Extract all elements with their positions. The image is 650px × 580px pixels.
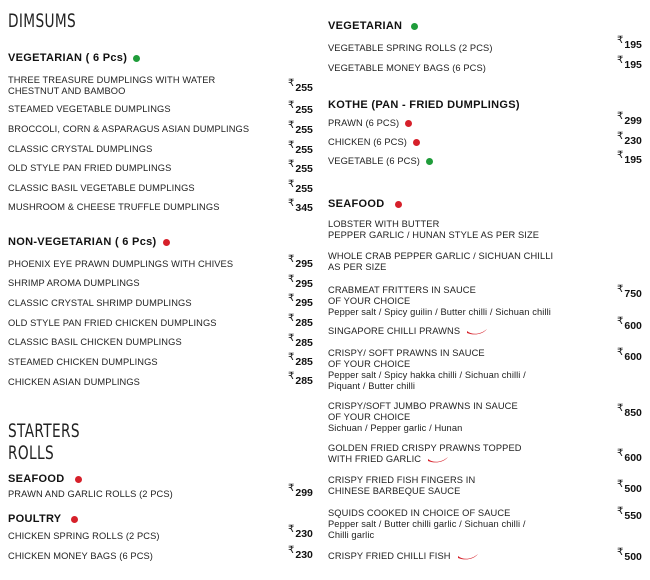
section-heading-poultry: POULTRY <box>8 513 78 525</box>
menu-item: VEGETABLE MONEY BAGS (6 PCS) <box>328 63 486 73</box>
menu-price: ₹285 <box>288 333 313 349</box>
nonveg-dot-icon <box>163 239 170 246</box>
veg-dot-icon <box>426 158 433 165</box>
menu-item: PHOENIX EYE PRAWN DUMPLINGS WITH CHIVES <box>8 259 234 269</box>
dimsums-title: DIMSUMS <box>8 10 77 32</box>
starters-title: STARTERS <box>8 420 80 442</box>
menu-item: CLASSIC CRYSTAL DUMPLINGS <box>8 144 153 154</box>
menu-price: ₹255 <box>288 78 313 94</box>
menu-item: CHICKEN ASIAN DUMPLINGS <box>8 377 140 387</box>
menu-item: CRISPY/SOFT JUMBO PRAWNS IN SAUCE OF YOUR CHOICE Sichuan / Pepper garlic / Hunan <box>328 401 518 433</box>
menu-item: CLASSIC BASIL CHICKEN DUMPLINGS <box>8 337 182 347</box>
menu-item: VEGETABLE SPRING ROLLS (2 PCS) <box>328 43 493 53</box>
menu-price: ₹230 <box>288 524 313 540</box>
rolls-title: ROLLS <box>8 442 55 464</box>
menu-price: ₹550 <box>617 506 642 522</box>
chilli-icon <box>427 456 449 464</box>
menu-item: CHICKEN (6 PCS) <box>328 137 420 148</box>
nonveg-dot-icon <box>405 120 412 127</box>
menu-price: ₹255 <box>288 159 313 175</box>
section-heading-nonveg: NON-VEGETARIAN ( 6 Pcs) <box>8 236 170 248</box>
menu-item: CRISPY/ SOFT PRAWNS IN SAUCE OF YOUR CHOICE Pepper salt / Spicy hakka chilli / Sichuan chilli / Piquant / Butter chilli <box>328 348 526 391</box>
menu-item: CRISPY FRIED CHILLI FISH <box>328 551 479 562</box>
menu-item: PRAWN AND GARLIC ROLLS (2 PCS) <box>8 489 173 499</box>
menu-price: ₹195 <box>617 35 642 51</box>
menu-price: ₹345 <box>288 198 313 214</box>
section-heading-vegetarian: VEGETARIAN ( 6 Pcs) <box>8 52 140 64</box>
veg-dot-icon <box>133 55 140 62</box>
menu-price: ₹195 <box>617 150 642 166</box>
menu-item: OLD STYLE PAN FRIED DUMPLINGS <box>8 163 172 173</box>
nonveg-dot-icon <box>413 139 420 146</box>
menu-item: THREE TREASURE DUMPLINGS WITH WATER CHESTNUT AND BAMBOO <box>8 75 216 96</box>
menu-item: WHOLE CRAB PEPPER GARLIC / SICHUAN CHILLI AS PER SIZE <box>328 251 554 272</box>
menu-price: ₹500 <box>617 479 642 495</box>
menu-price: ₹285 <box>288 313 313 329</box>
menu-item: CRISPY FRIED FISH FINGERS IN CHINESE BARBEQUE SAUCE <box>328 475 476 496</box>
menu-item: CRABMEAT FRITTERS IN SAUCE OF YOUR CHOICE Pepper salt / Spicy guilin / Butter chilli / Sichuan chilli <box>328 285 551 317</box>
menu-price: ₹230 <box>617 131 642 147</box>
nonveg-dot-icon <box>395 201 402 208</box>
menu-item: OLD STYLE PAN FRIED CHICKEN DUMPLINGS <box>8 318 217 328</box>
menu-price: ₹295 <box>288 254 313 270</box>
menu-price: ₹255 <box>288 120 313 136</box>
menu-price: ₹255 <box>288 140 313 156</box>
menu-item: VEGETABLE (6 PCS) <box>328 156 433 167</box>
menu-item: GOLDEN FRIED CRISPY PRAWNS TOPPED WITH FRIED GARLIC <box>328 443 522 464</box>
menu-price: ₹255 <box>288 179 313 195</box>
menu-item: STEAMED CHICKEN DUMPLINGS <box>8 357 158 367</box>
menu-price: ₹295 <box>288 274 313 290</box>
nonveg-dot-icon <box>75 476 82 483</box>
section-heading-kothe: KOTHE (PAN - FRIED DUMPLINGS) <box>328 99 520 111</box>
menu-price: ₹299 <box>617 111 642 127</box>
menu-price: ₹295 <box>288 293 313 309</box>
menu-item: SINGAPORE CHILLI PRAWNS <box>328 326 488 337</box>
menu-price: ₹255 <box>288 100 313 116</box>
menu-item: MUSHROOM & CHEESE TRUFFLE DUMPLINGS <box>8 202 220 212</box>
menu-price: ₹600 <box>617 448 642 464</box>
menu-price: ₹285 <box>288 371 313 387</box>
menu-price: ₹600 <box>617 316 642 332</box>
menu-item: CLASSIC BASIL VEGETABLE DUMPLINGS <box>8 183 195 193</box>
menu-item: BROCCOLI, CORN & ASPARAGUS ASIAN DUMPLINGS <box>8 124 250 134</box>
menu-price: ₹600 <box>617 347 642 363</box>
section-heading-seafood-rolls: SEAFOOD <box>8 473 82 485</box>
veg-dot-icon <box>411 23 418 30</box>
menu-price: ₹195 <box>617 55 642 71</box>
menu-item: CLASSIC CRYSTAL SHRIMP DUMPLINGS <box>8 298 192 308</box>
section-heading-seafood: SEAFOOD <box>328 198 402 210</box>
menu-price: ₹850 <box>617 403 642 419</box>
menu-item: PRAWN (6 PCS) <box>328 118 412 129</box>
section-heading-vegetarian-rolls: VEGETARIAN <box>328 20 418 32</box>
menu-item: LOBSTER WITH BUTTER PEPPER GARLIC / HUNAN STYLE AS PER SIZE <box>328 219 540 240</box>
menu-price: ₹285 <box>288 352 313 368</box>
menu-item: CHICKEN MONEY BAGS (6 PCS) <box>8 551 154 561</box>
chilli-icon <box>466 328 488 336</box>
menu-price: ₹230 <box>288 545 313 561</box>
menu-item: STEAMED VEGETABLE DUMPLINGS <box>8 104 171 114</box>
menu-item: SHRIMP AROMA DUMPLINGS <box>8 278 140 288</box>
nonveg-dot-icon <box>71 516 78 523</box>
menu-price: ₹750 <box>617 284 642 300</box>
menu-item: CHICKEN SPRING ROLLS (2 PCS) <box>8 531 160 541</box>
menu-item: SQUIDS COOKED IN CHOICE OF SAUCE Pepper salt / Butter chilli garlic / Sichuan chilli / Chilli garlic <box>328 508 526 540</box>
menu-price: ₹299 <box>288 483 313 499</box>
chilli-icon <box>457 553 479 561</box>
menu-price: ₹500 <box>617 547 642 563</box>
